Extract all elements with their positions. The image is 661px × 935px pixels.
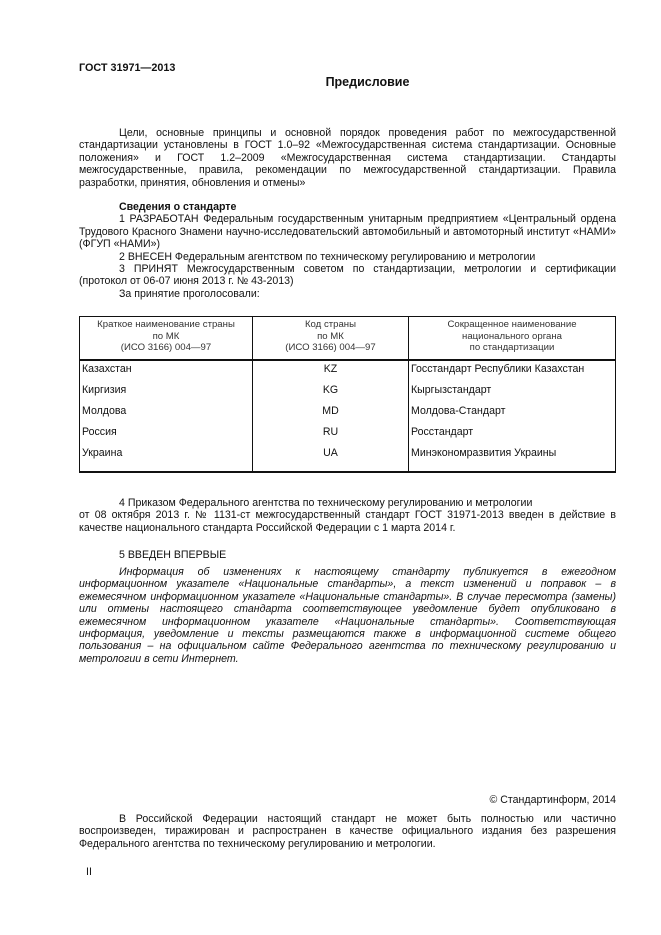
intro-paragraph: Цели, основные принципы и основной порядок проведения работ по межгосударственной стандартизации установлены в ГОСТ 1.0–92 «Межгосударственная система стандартизации. Основные положения» и ГОСТ 1.2–2009 «Межгосударственная система стандартизации. Стандарты межгосударственные, правила, рекомендации по межгосударственной стандартизации. Правила разработки, принятия, обновления и отмены» (79, 127, 616, 189)
table-row (80, 360, 616, 382)
code-cell: UA (253, 445, 409, 472)
body-cell: Минэкономразвития Украины (409, 445, 616, 472)
voted-label: За принятие проголосовали: (119, 287, 260, 300)
page-title: Предисловие (325, 75, 410, 89)
country-cell: Украина (80, 445, 253, 472)
body-cell: Кыргызстандарт (409, 382, 616, 403)
copyright: © Стандартинформ, 2014 (489, 794, 616, 806)
header-body: Сокращенное наименование национального органа по стандартизации (409, 317, 616, 360)
item-5: 5 ВВЕДЕН ВПЕРВЫЕ (119, 549, 227, 561)
page-number: II (86, 866, 92, 878)
country-cell: Казахстан (80, 360, 253, 382)
table-header-row (80, 317, 616, 360)
table-row (80, 445, 616, 472)
change-notice: Информация об изменениях к настоящему стандарту публикуется в ежегодном информационном указателе «Национальные стандарты», а текст изменений и поправок – в ежемесячном информационном указателе «Национальные стандарты». В случае пересмотра (замены) или отмены настоящего стандарта соответствующее уведомление будет опубликовано в ежемесячном информационном указателе «Национальные стандарты». Соответствующая информация, уведомление и тексты размещаются также в информационной системе общего пользования – на официальном сайте Федерального агентства по техническому регулированию и метрологии в сети Интернет. (79, 566, 616, 665)
body-cell: Молдова-Стандарт (409, 403, 616, 424)
code-cell: KZ (253, 360, 409, 382)
table-row (80, 403, 616, 424)
code-cell: RU (253, 424, 409, 445)
restriction-notice: В Российской Федерации настоящий стандарт не может быть полностью или частично воспроизведен, тиражирован и распространен в качестве официального издания без разрешения Федерального агентства по техническому регулированию и метрологии. (79, 813, 616, 850)
document-id: ГОСТ 31971—2013 (79, 62, 176, 74)
country-cell: Россия (80, 424, 253, 445)
item-4-first-line: 4 Приказом Федерального агентства по техническому регулированию и метрологии (119, 497, 533, 509)
body-cell: Росстандарт (409, 424, 616, 445)
country-cell: Киргизия (80, 382, 253, 403)
info-item-3: 3 ПРИНЯТ Межгосударственным советом по стандартизации, метрологии и сертификации (протокол от 06-07 июня 2013 г. № 43-2013) (79, 263, 616, 288)
header-code: Код страны по МК (ИСО 3166) 004—97 (253, 317, 409, 360)
voting-table-wrap (79, 316, 616, 473)
info-item-1: 1 РАЗРАБОТАН Федеральным государственным унитарным предприятием «Центральный ордена Трудового Красного Знамени научно-исследовательский автомобильный и автомоторный институт «НАМИ» (ФГУП «НАМИ») (79, 213, 616, 251)
header-country: Краткое наименование страны по МК (ИСО 3166) 004—97 (80, 317, 253, 360)
code-cell: KG (253, 382, 409, 403)
standard-info-section (79, 201, 616, 300)
country-cell: Молдова (80, 403, 253, 424)
table-row (80, 382, 616, 403)
voting-table (79, 316, 616, 473)
body-cell: Госстандарт Республики Казахстан (409, 360, 616, 382)
table-row (80, 424, 616, 445)
section-heading: Сведения о стандарте (119, 201, 237, 213)
item-4-rest: от 08 октября 2013 г. № 1131-ст межгосударственный стандарт ГОСТ 31971-2013 введен в действие в качестве национального стандарта Российской Федерации с 1 марта 2014 г. (79, 509, 616, 534)
info-item-2: 2 ВНЕСЕН Федеральным агентством по техническому регулированию и метрологии (119, 250, 536, 263)
item-4 (79, 497, 616, 534)
code-cell: MD (253, 403, 409, 424)
